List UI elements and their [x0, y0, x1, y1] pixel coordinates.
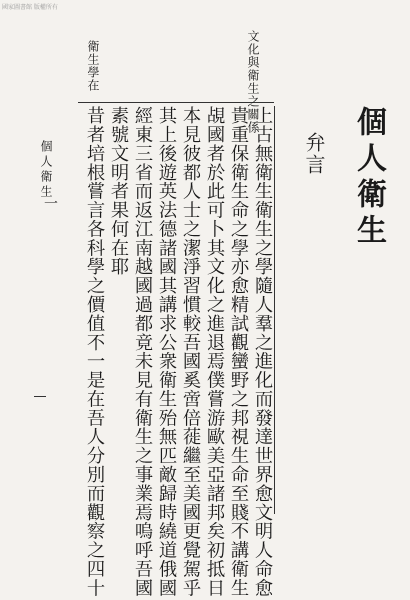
page-mark: 一: [42, 196, 58, 210]
gloss-culture-health: 文化與衛生之關係: [246, 30, 260, 134]
watermark: 國家圖書館 版權所有: [2, 4, 58, 11]
page-title: 個人衛生: [351, 106, 386, 250]
text-column-5: 其上後遊英法德諸國其講求公衆衛生殆無匹敵歸時繞道俄國: [156, 106, 177, 598]
text-column-3: 覘國者於此可卜其文化之進退焉僕嘗游歐美亞諸邦矣初抵日: [204, 106, 225, 598]
text-column-1: 上古無衛生衛生之學隨人羣之進化而發達世界愈文明人命愈: [252, 106, 273, 598]
bottom-mark: [34, 396, 46, 397]
running-head: 個人衛生: [39, 140, 53, 200]
gloss-hygiene-study: 衛生學在: [86, 40, 100, 92]
text-column-7: 素號文明者果何在耶: [108, 106, 129, 277]
text-column-8: 昔者培根嘗言各科學之價值不一是在吾人分別而觀察之四十: [84, 106, 105, 598]
section-heading: 弁言: [302, 132, 326, 176]
text-column-4: 本見彼都人士之潔淨習慣較吾國奚啻倍蓰繼至美國更覺駕乎: [180, 106, 201, 598]
text-column-6: 經東三省而返江南越國過都竟未見有衛生之事業焉嗚呼吾國: [132, 106, 153, 598]
top-rule: [78, 102, 274, 103]
text-column-2: 貴重保衛生命之學亦愈精試觀蠻野之邦視生命至賤不講衛生: [228, 106, 249, 598]
column-rule: [274, 106, 275, 514]
